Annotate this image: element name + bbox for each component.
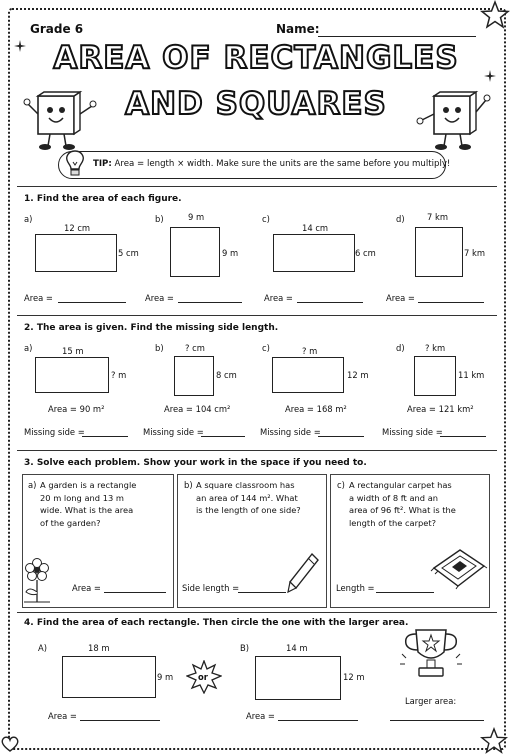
answer-field[interactable]	[318, 436, 364, 437]
item-letter: d)	[396, 343, 405, 353]
dimension-label: 7 km	[427, 212, 448, 222]
section2-heading: 2. The area is given. Find the missing side length.	[24, 323, 279, 333]
grade-label: Grade 6	[30, 22, 84, 36]
answer-field[interactable]	[278, 720, 358, 721]
item-letter: c)	[262, 214, 270, 224]
item-letter: b)	[155, 214, 164, 224]
rectangle-figure	[35, 357, 109, 393]
pencil-icon	[286, 552, 320, 596]
answer-label: Length =	[336, 583, 375, 593]
section-divider	[17, 315, 497, 316]
dimension-label: 9 m	[157, 672, 174, 682]
dimension-label: ? m	[111, 370, 127, 380]
answer-field[interactable]	[418, 302, 484, 303]
tip-box	[58, 151, 451, 179]
answer-label: Area =	[386, 293, 415, 303]
item-letter: a)	[28, 480, 37, 490]
square-figure	[415, 227, 463, 277]
dimension-label: ? cm	[185, 343, 205, 353]
rectangle-figure	[272, 357, 344, 393]
rectangle-figure	[255, 656, 341, 700]
section-divider	[17, 612, 497, 613]
answer-label: Area =	[24, 293, 53, 303]
name-label: Name:	[276, 22, 320, 36]
answer-label: Missing side =	[24, 427, 85, 437]
larger-area-label: Larger area:	[405, 696, 457, 706]
square-mascot-icon	[412, 90, 492, 152]
answer-label: Area =	[48, 711, 77, 721]
answer-field[interactable]	[201, 436, 245, 437]
answer-label: Side length =	[182, 583, 240, 593]
item-letter: B)	[240, 643, 250, 653]
answer-field[interactable]	[58, 302, 126, 303]
dimension-label: 9 m	[188, 212, 205, 222]
dimension-label: 14 m	[286, 643, 308, 653]
item-letter: c)	[337, 480, 345, 490]
word-problem: A garden is a rectangle 20 m long and 13 m wide. What is the area of the garden?	[40, 480, 137, 528]
item-letter: b)	[184, 480, 193, 490]
square-figure	[414, 356, 456, 396]
dimension-label: 9 m	[222, 248, 239, 258]
answer-field[interactable]	[178, 302, 242, 303]
section-divider	[17, 450, 497, 451]
dimension-label: ? km	[425, 343, 446, 353]
answer-field[interactable]	[297, 302, 363, 303]
item-letter: d)	[396, 214, 405, 224]
name-field[interactable]	[318, 36, 476, 37]
square-figure	[170, 227, 220, 277]
section3-heading: 3. Solve each problem. Show your work in the space if you need to.	[24, 458, 367, 468]
answer-field[interactable]	[80, 720, 160, 721]
answer-label: Missing side =	[260, 427, 321, 437]
page-title: AREA OF RECTANGLES	[53, 40, 459, 76]
rectangle-figure	[35, 234, 117, 272]
item-letter: c)	[262, 343, 270, 353]
dimension-label: ? m	[302, 346, 318, 356]
dimension-label: 6 cm	[355, 248, 376, 258]
larger-area-field[interactable]	[390, 720, 484, 721]
lightbulb-icon	[63, 148, 87, 180]
answer-label: Area =	[246, 711, 275, 721]
answer-field[interactable]	[104, 592, 166, 593]
dimension-label: 11 km	[458, 370, 485, 380]
square-mascot-icon	[22, 90, 102, 152]
answer-field[interactable]	[238, 592, 286, 593]
answer-label: Area =	[72, 583, 101, 593]
page-subtitle: AND SQUARES	[125, 86, 387, 122]
answer-field[interactable]	[376, 592, 434, 593]
given-area: Area = 168 m²	[285, 404, 347, 414]
given-area: Area = 121 km²	[407, 404, 474, 414]
dimension-label: 14 cm	[302, 223, 329, 233]
carpet-icon	[430, 546, 488, 590]
item-letter: a)	[24, 343, 33, 353]
trophy-icon	[398, 624, 464, 686]
section1-heading: 1. Find the area of each figure.	[24, 194, 182, 204]
answer-label: Missing side =	[382, 427, 443, 437]
dimension-label: 15 m	[62, 346, 84, 356]
square-figure	[174, 356, 214, 396]
rectangle-figure	[273, 234, 355, 272]
dimension-label: 8 cm	[216, 370, 237, 380]
answer-label: Area =	[264, 293, 293, 303]
answer-field[interactable]	[82, 436, 128, 437]
star-icon	[480, 727, 508, 755]
tip-text: Area = length × width. Make sure the units are the same before you multiply!	[114, 159, 451, 169]
given-area: Area = 104 cm²	[164, 404, 231, 414]
star-icon	[480, 0, 510, 30]
answer-label: Missing side =	[143, 427, 204, 437]
dimension-label: 12 m	[343, 672, 365, 682]
answer-label: Area =	[145, 293, 174, 303]
dimension-label: 7 km	[464, 248, 485, 258]
item-letter: a)	[24, 214, 33, 224]
section-divider	[17, 186, 497, 187]
word-problem: A square classroom has an area of 144 m². What is the length of one side?	[196, 480, 301, 515]
or-label: or	[198, 672, 208, 682]
dimension-label: 12 m	[347, 370, 369, 380]
dimension-label: 5 cm	[118, 248, 139, 258]
dimension-label: 18 m	[88, 643, 110, 653]
section4-heading: 4. Find the area of each rectangle. Then circle the one with the larger area.	[24, 618, 409, 628]
answer-field[interactable]	[440, 436, 486, 437]
item-letter: b)	[155, 343, 164, 353]
rectangle-figure	[62, 656, 156, 698]
item-letter: A)	[38, 643, 47, 653]
dimension-label: 12 cm	[64, 223, 91, 233]
heart-icon	[0, 734, 20, 754]
given-area: Area = 90 m²	[48, 404, 105, 414]
tip-label: TIP:	[93, 159, 112, 169]
flower-icon	[20, 558, 54, 604]
word-problem: A rectangular carpet has a width of 8 ft and an area of 96 ft². What is the length of the carpet?	[349, 480, 456, 528]
